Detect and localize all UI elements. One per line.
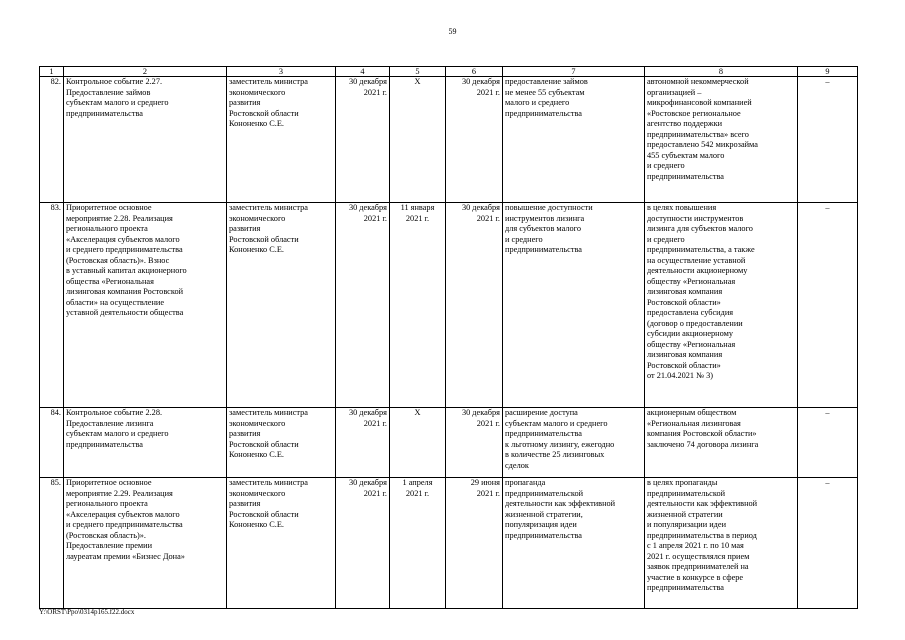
actual-result: автономной некоммерческой организацией – микрофинансовой компанией «Ростовское региональное агентство поддержки предпринимательства» всего предоставлено 542 микрозайма 455 субъектам малого и среднего предпринимательства — [645, 77, 798, 203]
note: – — [798, 77, 858, 203]
actual-result: в целях повышения доступности инструментов лизинга для субъектов малого и среднего предпринимательства, а также на осуществление уставной деятельности акционерному обществу «Региональная лизинговая компания Ростовской области» предоставлена субсидия (договор о предоставлении субсидии акционерному обществу «Региональная лизинговая компания Ростовской области» от 21.04.2021 № 3) — [645, 203, 798, 408]
header-cell: 7 — [503, 67, 645, 77]
header-cell: 1 — [40, 67, 64, 77]
header-cell: 8 — [645, 67, 798, 77]
responsible: заместитель министра экономического развития Ростовской области Кононенко С.Е. — [227, 203, 336, 408]
expected-result: пропаганда предпринимательской деятельности как эффективной жизненной стратегии, популяризация идеи предпринимательства — [503, 478, 645, 609]
responsible: заместитель министра экономического развития Ростовской области Кононенко С.Е. — [227, 478, 336, 609]
start-date: 11 января 2021 г. — [390, 203, 446, 408]
header-cell: 9 — [798, 67, 858, 77]
start-date: Х — [390, 408, 446, 478]
planned-date: 30 декабря 2021 г. — [336, 478, 390, 609]
header-row — [40, 67, 858, 77]
page-number: 59 — [448, 27, 457, 36]
note: – — [798, 408, 858, 478]
row-number: 83. — [40, 203, 64, 408]
start-date: Х — [390, 77, 446, 203]
row-number: 82. — [40, 77, 64, 203]
responsible: заместитель министра экономического развития Ростовской области Кононенко С.Е. — [227, 77, 336, 203]
event-name: Контрольное событие 2.27. Предоставление займов субъектам малого и среднего предпринимательства — [64, 77, 227, 203]
expected-result: предоставление займов не менее 55 субъектам малого и среднего предпринимательства — [503, 77, 645, 203]
start-date: 1 апреля 2021 г. — [390, 478, 446, 609]
planned-date: 30 декабря 2021 г. — [336, 77, 390, 203]
end-date: 30 декабря 2021 г. — [446, 408, 503, 478]
actual-result: в целях пропаганды предпринимательской деятельности как эффективной жизненной стратегии и популяризации идеи предпринимательства в период с 1 апреля 2021 г. по 10 мая 2021 г. осуществлялся прием заявок предпринимателей на участие в конкурсе в сфере предпринимательства — [645, 478, 798, 609]
table-row — [40, 203, 858, 408]
table-row — [40, 478, 858, 609]
row-number: 84. — [40, 408, 64, 478]
row-number: 85. — [40, 478, 64, 609]
responsible: заместитель министра экономического развития Ростовской области Кононенко С.Е. — [227, 408, 336, 478]
end-date: 30 декабря 2021 г. — [446, 77, 503, 203]
planned-date: 30 декабря 2021 г. — [336, 203, 390, 408]
note: – — [798, 203, 858, 408]
report-table — [39, 66, 858, 609]
end-date: 29 июня 2021 г. — [446, 478, 503, 609]
actual-result: акционерным обществом «Региональная лизинговая компания Ростовской области» заключено 74 договора лизинга — [645, 408, 798, 478]
header-cell: 5 — [390, 67, 446, 77]
expected-result: повышение доступности инструментов лизинга для субъектов малого и среднего предпринимательства — [503, 203, 645, 408]
header-cell: 6 — [446, 67, 503, 77]
event-name: Контрольное событие 2.28. Предоставление лизинга субъектам малого и среднего предпринимательства — [64, 408, 227, 478]
table-row — [40, 77, 858, 203]
header-cell: 4 — [336, 67, 390, 77]
event-name: Приоритетное основное мероприятие 2.29. Реализация регионального проекта «Акселерация субъектов малого и среднего предпринимательства (Ростовская область)». Предоставление премии лауреатам премии «Бизнес Дона» — [64, 478, 227, 609]
header-cell: 2 — [64, 67, 227, 77]
table-row — [40, 408, 858, 478]
expected-result: расширение доступа субъектам малого и среднего предпринимательства к льготному лизингу, ежегодно в количестве 25 лизинговых сделок — [503, 408, 645, 478]
header-cell: 3 — [227, 67, 336, 77]
note: – — [798, 478, 858, 609]
planned-date: 30 декабря 2021 г. — [336, 408, 390, 478]
event-name: Приоритетное основное мероприятие 2.28. Реализация регионального проекта «Акселерация субъектов малого и среднего предпринимательства (Ростовская область)». Взнос в уставный капитал акционерного общества «Региональная лизинговая компания Ростовской области» на осуществление уставной деятельности общества — [64, 203, 227, 408]
end-date: 30 декабря 2021 г. — [446, 203, 503, 408]
file-path-footer: Y:\ORST\Ppo\0314p165.f22.docx — [39, 608, 135, 616]
